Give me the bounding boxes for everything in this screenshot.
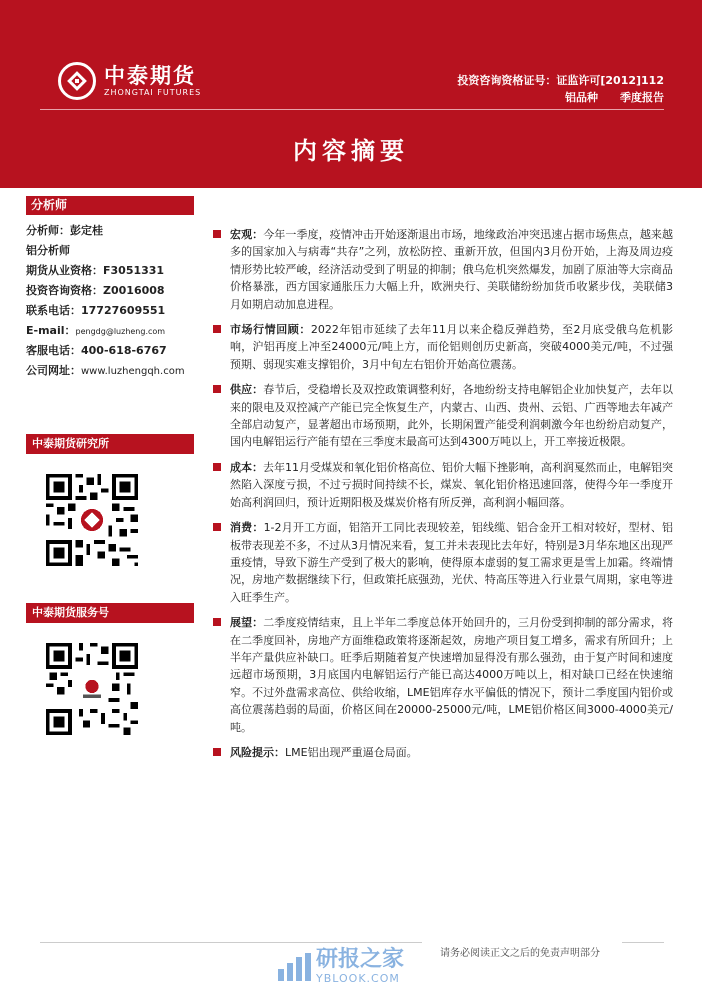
- analyst-name: 分析师：彭定桂: [26, 224, 103, 237]
- qr-code-icon: [46, 474, 138, 566]
- service-qr-title: 中泰期货服务号: [26, 603, 194, 623]
- bullet-icon: [213, 523, 221, 531]
- advisory-license: 投资咨询资格：Z0016008: [26, 284, 165, 297]
- bullet-icon: [213, 463, 221, 471]
- email[interactable]: E-mail：pengdg@luzheng.com: [26, 324, 166, 337]
- category: 铝品种: [565, 91, 598, 104]
- section-market-review: 市场行情回顾：2022年铝市延续了去年11月以来企稳反弹趋势，至2月底受俄乌危机影响，沪铝再度上冲至24000元/吨上方，而伦铝则创历史新高，突破4000美元/吨，不过强预期、弱现实难支撑铝价，3月中旬左右铝价开始高位震荡。: [209, 321, 673, 373]
- report-type: 季度报告: [620, 91, 664, 104]
- analyst-info: [26, 221, 194, 381]
- section-risk: 风险提示：LME铝出现严重逼仓局面。: [209, 744, 673, 761]
- section-consumption: 消费：1-2月开工方面，铝箔开工同比表现较差，铝线缆、铝合金开工相对较好，型材、铝板带表现差不多，不过从3月情况来看，复工并未表现比去年好，特别是3月华东地区出现严重疫情，导致下游生产受到了极大的影响，使得原本虚弱的复工需求更是雪上加霜。终端情况，房地产数据继续下行，但政策托底强劲，光伏、特高压等进入行业景气周期，家电等进入旺季生产。: [209, 519, 673, 606]
- bullet-icon: [213, 385, 221, 393]
- disclaimer-note: 请务必阅读正文之后的免责声明部分: [440, 948, 600, 959]
- contact-phone: 联系电话：17727609551: [26, 304, 166, 317]
- section-cost: 成本：去年11月受煤炭和氧化铝价格高位、铝价大幅下挫影响，高利润戛然而止，电解铝突然陷入深度亏损，不过亏损时间持续不长，煤炭、氧化铝价格迅速回落，使得今年一季度开始高利润回归，预计近期阳极及煤炭价格有所反弹，高利润小幅回落。: [209, 459, 673, 511]
- section-supply: 供应：春节后，受稳增长及双控政策调整利好，各地纷纷支持电解铝企业加快复产，去年以来的限电及双控减产产能已完全恢复生产，内蒙古、山西、贵州、云铝、广西等地去年减产全部启动复产，显著超出市场预期，此外，长期闲置产能受利润刺激今年也纷纷启动复产，国内电解铝运行产能有望在三季度末最高可达到4300万吨以上，开工率接近极限。: [209, 381, 673, 451]
- company-website[interactable]: 公司网址：www.luzhengqh.com: [26, 364, 185, 377]
- summary-content: [209, 226, 673, 761]
- research-qr-title: 中泰期货研究所: [26, 434, 194, 454]
- footer-divider: [622, 942, 664, 943]
- bullet-icon: [213, 325, 221, 333]
- section-macro: 宏观：今年一季度，疫情冲击开始逐渐退出市场，地缘政治冲突迅速占据市场焦点，越来越多的国家加入与病毒“共存”之列，放松防控、重新开放，但国内3月份开始，上海及周边疫情形势比较严峻，经济活动受到了明显的抑制；俄乌危机突然爆发，加剧了原油等大宗商品价格暴涨，西方国家通胀压力大幅上升，欧洲央行、美联储纷纷加货币收紧步伐，美联储3月如期启动加息进程。: [209, 226, 673, 313]
- analyst-sidebar: [26, 196, 194, 381]
- analyst-bar: 分析师: [26, 196, 194, 215]
- page-title: 内容摘要: [293, 137, 409, 165]
- company-logo: [58, 62, 201, 100]
- service-phone: 客服电话：400-618-6767: [26, 344, 167, 357]
- analyst-role: 铝分析师: [26, 244, 70, 257]
- bullet-icon: [213, 748, 221, 756]
- logo-name-en: ZHONGTAI FUTURES: [104, 88, 202, 97]
- bullet-icon: [213, 230, 221, 238]
- watermark: [276, 948, 404, 985]
- watermark-text: 研报之家: [316, 947, 405, 972]
- header-info: [457, 72, 664, 106]
- logo-name-cn: 中泰期货: [104, 64, 196, 88]
- header-divider: [40, 109, 664, 110]
- section-outlook: 展望：二季度疫情结束，且上半年二季度总体开始回升的，三月份受到抑制的部分需求，将在二季度回补，房地产方面维稳政策将逐渐起效，房地产项目复工增多，需求有所回升；上半年产量供应补缺口。旺季后期随着复产快速增加显得没有那么强劲，由于复产时间和速度远超市场预期，3月底国内电解铝运行产能已高达4000万吨以上，相对缺口已经在快速缩窄。不过外盘需求高位、供给收缩，LME铝库存水平偏低的情况下，预计二季度国内铝价或高位震荡趋弱的局面，价格区间在20000-25000元/吨，LME铝价格区间3000-4000美元/吨。: [209, 614, 673, 736]
- research-qr-block: [26, 434, 194, 566]
- logo-icon: [58, 62, 96, 100]
- service-qr-block: [26, 603, 194, 735]
- watermark-icon: [276, 951, 316, 983]
- license-number: 投资咨询资格证号：证监许可[2012]112: [457, 74, 664, 87]
- qr-code-icon: [46, 643, 138, 735]
- report-header: [0, 0, 702, 188]
- futures-license: 期货从业资格：F3051331: [26, 264, 165, 277]
- footer-divider: [40, 942, 422, 943]
- bullet-icon: [213, 618, 221, 626]
- watermark-url: YBLOOK.COM: [316, 972, 400, 985]
